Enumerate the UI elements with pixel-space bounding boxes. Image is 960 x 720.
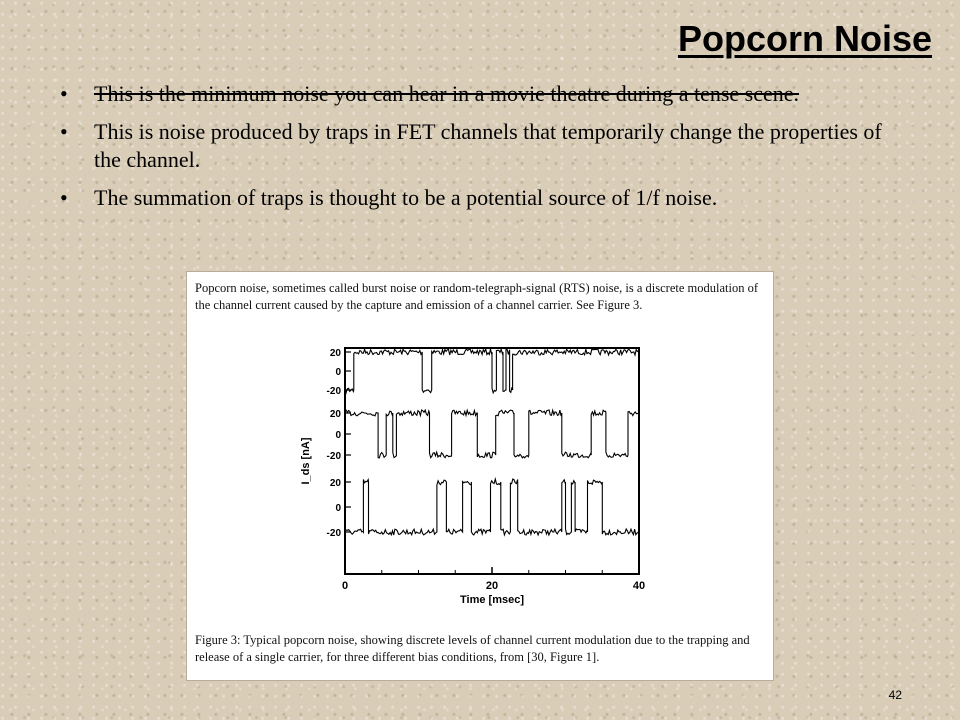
y-tick-label: -20	[326, 386, 341, 397]
bullet-item: • This is noise produced by traps in FET channels that temporarily change the properties of the channel.	[60, 118, 890, 174]
bullet-list	[60, 80, 890, 222]
y-tick-label: -20	[326, 528, 341, 539]
x-axis-label: Time [msec]	[460, 594, 524, 606]
figure-intro-text: Popcorn noise, sometimes called burst noise or random-telegraph-signal (RTS) noise, is a discrete modulation of the channel current caused by the capture and emission of a channel carrier. See Figure 3.	[195, 281, 759, 312]
y-tick-label: -20	[326, 451, 341, 462]
y-tick-label: 0	[335, 367, 341, 378]
y-axis-label: I_ds [nA]	[300, 437, 312, 485]
series-trace-1	[345, 349, 639, 393]
noise-chart	[187, 272, 773, 680]
figure-image	[186, 271, 774, 681]
series-trace-3	[345, 479, 639, 535]
x-tick-label: 0	[341, 580, 349, 592]
page-number: 42	[888, 688, 902, 702]
y-tick-label: 20	[329, 348, 341, 359]
y-tick-label: 0	[335, 430, 341, 441]
slide-title: Popcorn Noise	[677, 18, 932, 59]
series-trace-2	[345, 410, 639, 458]
figure-caption: Figure 3: Typical popcorn noise, showing discrete levels of channel current modulation due to the trapping and release of a single carrier, for three different bias conditions, from [30, Figure 1].	[195, 633, 750, 664]
bullet-item: • This is the minimum noise you can hear in a movie theatre during a tense scene.	[60, 80, 890, 108]
x-tick-label: 40	[632, 580, 646, 592]
bullet-item: • The summation of traps is thought to be a potential source of 1/f noise.	[60, 184, 890, 212]
y-tick-label: 20	[329, 409, 341, 420]
y-tick-label: 20	[329, 478, 341, 489]
y-tick-label: 0	[335, 503, 341, 514]
x-tick-label: 20	[485, 580, 499, 592]
